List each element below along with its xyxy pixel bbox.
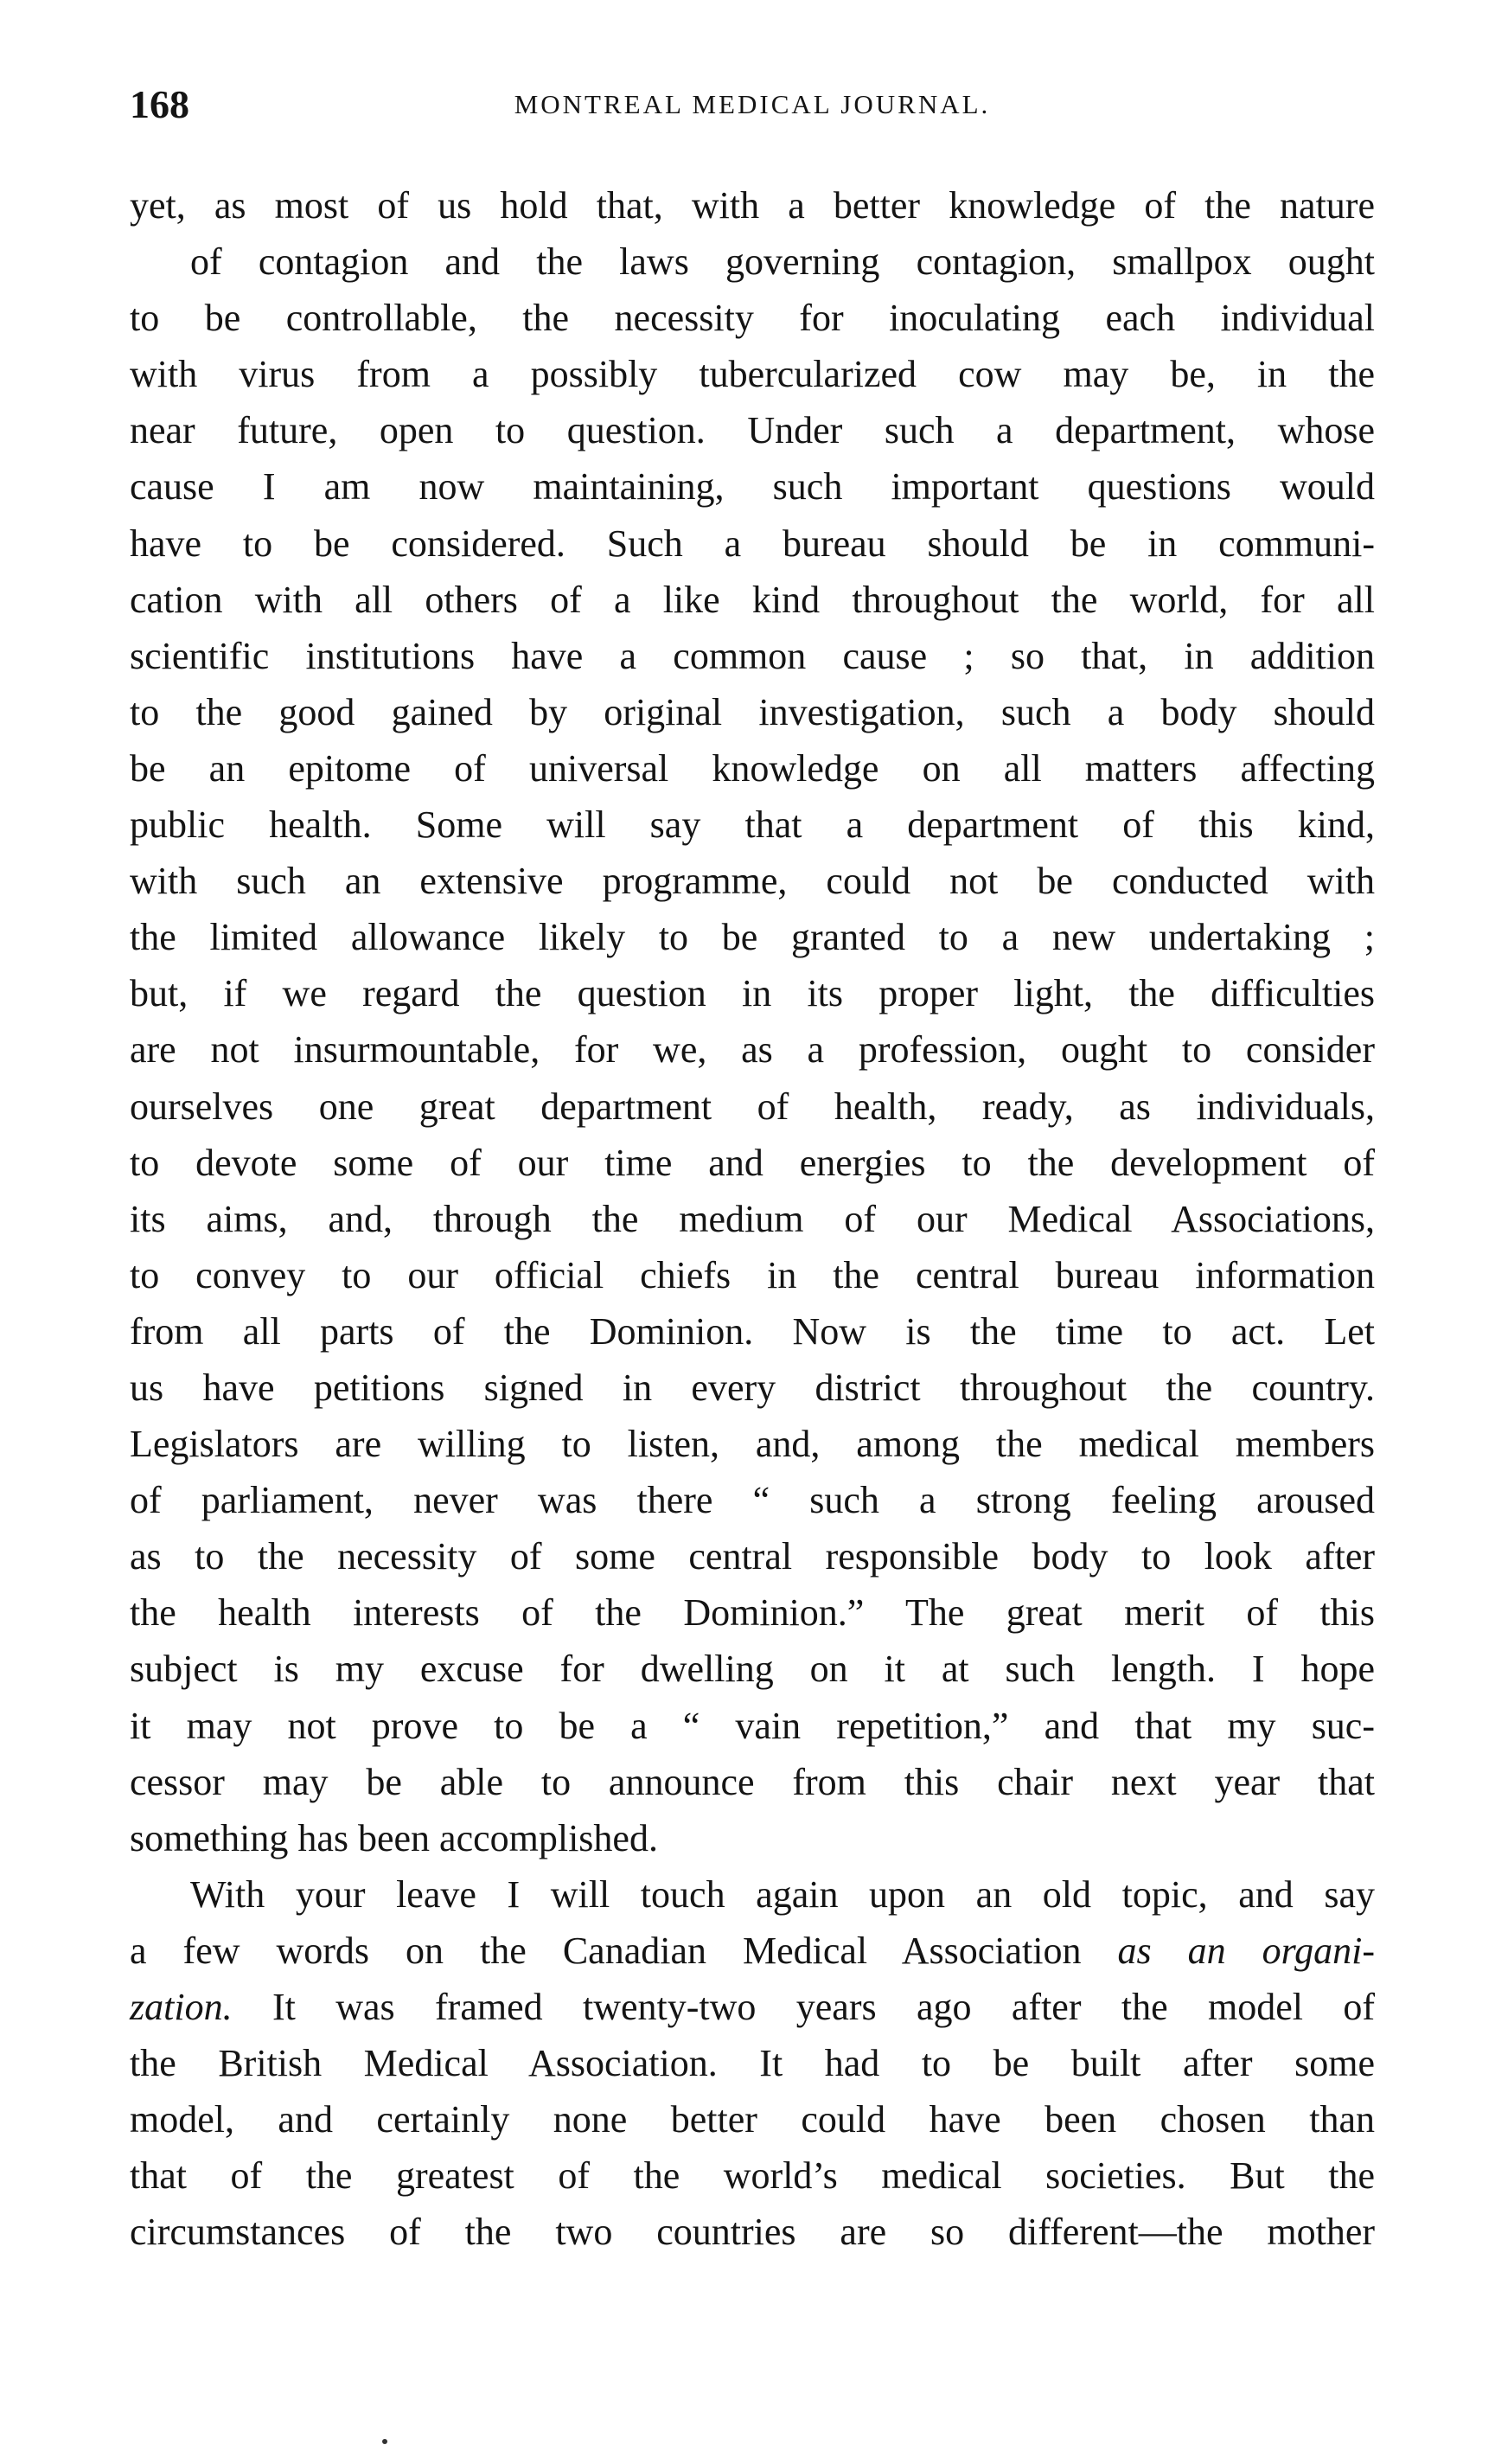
text-line: scientific institutions have a common cause ; so that, in addition bbox=[130, 634, 1375, 677]
text-line: public health. Some will say that a department of this kind, bbox=[130, 803, 1375, 847]
text-line: that of the greatest of the world’s medical societies. But the bbox=[130, 2154, 1375, 2198]
text-line: with virus from a possibly tubercularized cow may be, in the bbox=[130, 353, 1375, 396]
print-speck bbox=[382, 2439, 387, 2444]
text-line: have to be considered. Such a bureau should be in communi- bbox=[130, 522, 1375, 565]
paragraph-continuation bbox=[130, 177, 1375, 1866]
text-run: a few words on the Canadian Medical Association bbox=[130, 1929, 1118, 1972]
text-line: With your leave I will touch again upon an old topic, and say bbox=[190, 1872, 1375, 1916]
text-line: the health interests of the Dominion.” The great merit of this bbox=[130, 1591, 1375, 1635]
text-line: something has been accomplished. bbox=[130, 1816, 658, 1859]
text-line: be an epitome of universal knowledge on all matters affecting bbox=[130, 746, 1375, 790]
text-line bbox=[130, 1923, 1375, 1979]
text-line: its aims, and, through the medium of our Medical Associations, bbox=[130, 1197, 1375, 1240]
italic-text: as an organi- bbox=[1117, 1929, 1376, 1972]
text-line: to convey to our official chiefs in the central bureau information bbox=[130, 1253, 1375, 1296]
text-line: are not insurmountable, for we, as a profession, ought to consider bbox=[130, 1028, 1375, 1072]
text-line: model, and certainly none better could have been chosen than bbox=[130, 2098, 1375, 2141]
text-line: yet, as most of us hold that, with a better knowledge of the nature bbox=[130, 184, 1375, 227]
text-line: the British Medical Association. It had to be built after some bbox=[130, 2042, 1375, 2085]
text-line: near future, open to question. Under such a department, whose bbox=[130, 409, 1375, 452]
text-line: from all parts of the Dominion. Now is the time to act. Let bbox=[130, 1309, 1375, 1353]
text-line: us have petitions signed in every district throughout the country. bbox=[130, 1366, 1375, 1409]
text-line: cessor may be able to announce from this chair next year that bbox=[130, 1760, 1375, 1803]
italic-text: zation. bbox=[130, 1986, 233, 2028]
text-line: subject is my excuse for dwelling on it at such length. I hope bbox=[130, 1648, 1375, 1691]
running-head bbox=[130, 74, 1375, 135]
text-line: of parliament, never was there “ such a strong feeling aroused bbox=[130, 1479, 1375, 1522]
text-line: cause I am now maintaining, such important questions would bbox=[130, 465, 1375, 509]
journal-title: MONTREAL MEDICAL JOURNAL. bbox=[514, 89, 991, 119]
text-line: to be controllable, the necessity for inoculating each individual bbox=[130, 297, 1375, 340]
text-line: but, if we regard the question in its proper light, the difficulties bbox=[130, 972, 1375, 1015]
text-line: to the good gained by original investigation, such a body should bbox=[130, 690, 1375, 733]
text-line: as to the necessity of some central responsible body to look after bbox=[130, 1535, 1375, 1578]
text-line: of contagion and the laws governing contagion, smallpox ought bbox=[190, 240, 1375, 284]
text-line: it may not prove to be a “ vain repetition,” and that my suc- bbox=[130, 1704, 1375, 1747]
text-line: Legislators are willing to listen, and, among the medical members bbox=[130, 1423, 1375, 1466]
text-line: the limited allowance likely to be granted to a new undertaking ; bbox=[130, 916, 1375, 959]
body-text bbox=[130, 177, 1375, 2260]
text-line: ourselves one great department of health, ready, as individuals, bbox=[130, 1085, 1375, 1128]
paragraph-canadian-medical-association bbox=[130, 1866, 1375, 2261]
text-line bbox=[130, 1979, 1375, 2035]
text-run: It was framed twenty-two years ago after the model of bbox=[232, 1986, 1375, 2028]
text-line: with such an extensive programme, could not be conducted with bbox=[130, 860, 1375, 903]
page-number: 168 bbox=[130, 82, 189, 126]
text-line: cation with all others of a like kind throughout the world, for all bbox=[130, 578, 1375, 621]
text-line: circumstances of the two countries are so different—the mother bbox=[130, 2211, 1375, 2254]
text-line: to devote some of our time and energies to the development of bbox=[130, 1141, 1375, 1184]
